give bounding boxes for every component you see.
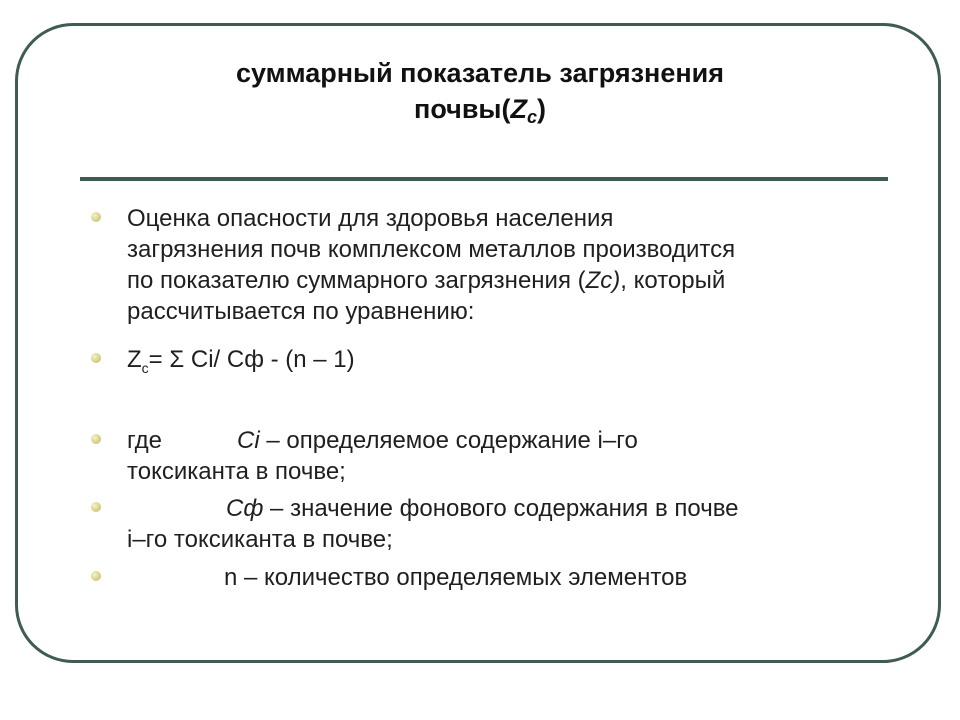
title-line-2-prefix: почвы( xyxy=(414,94,511,124)
p1-line-4: рассчитывается по уравнению: xyxy=(127,298,475,325)
p1-line-3-b: , который xyxy=(620,267,726,294)
title-line-2-suffix: ) xyxy=(536,94,546,124)
p1-zc-variable: Zc) xyxy=(585,267,621,294)
bullet-dot-3 xyxy=(91,434,101,444)
p3-line-1-rest: – определяемое содержание i–го xyxy=(259,427,638,454)
bullet-dot-4 xyxy=(91,502,101,512)
formula-subscript: с xyxy=(141,360,149,376)
p4-line-1 xyxy=(127,493,739,524)
paragraph-n-definition xyxy=(127,562,687,593)
title-zc-variable: Z xyxy=(510,94,527,124)
title-zc-subscript: c xyxy=(526,107,537,127)
p5-text: n – количество определяемых элементов xyxy=(224,564,688,591)
bullet-dot-2 xyxy=(91,353,101,363)
title-divider xyxy=(80,177,888,181)
title-line-1: суммарный показатель загрязнения xyxy=(235,58,725,88)
p1-line-3-a: по показателю суммарного загрязнения ( xyxy=(127,267,586,294)
bullet-dot-1 xyxy=(91,212,101,222)
paragraph-assessment xyxy=(127,203,735,327)
formula-rest: = Σ Сi/ Сф - (n – 1) xyxy=(148,346,355,373)
p1-line-1: Оценка опасности для здоровья населения xyxy=(127,205,614,232)
p3-where: где xyxy=(127,427,163,454)
slide-title xyxy=(100,55,860,135)
p4-cf-variable: Сф xyxy=(226,495,264,522)
title-line-2 xyxy=(100,91,860,135)
p3-ci-variable: Сi xyxy=(237,427,260,454)
p3-line-2: токсиканта в почве; xyxy=(127,458,346,485)
paragraph-ci-definition xyxy=(127,425,638,487)
formula xyxy=(127,344,355,384)
paragraph-cf-definition xyxy=(127,493,739,555)
p3-line-1 xyxy=(127,425,638,456)
p4-line-2: i–го токсиканта в почве; xyxy=(127,526,393,553)
p4-line-1-rest: – значение фонового содержания в почве xyxy=(263,495,739,522)
p1-line-3 xyxy=(127,265,735,296)
bullet-dot-5 xyxy=(91,571,101,581)
p1-line-2: загрязнения почв комплексом металлов производится xyxy=(127,236,736,263)
formula-z: Z xyxy=(127,346,142,373)
